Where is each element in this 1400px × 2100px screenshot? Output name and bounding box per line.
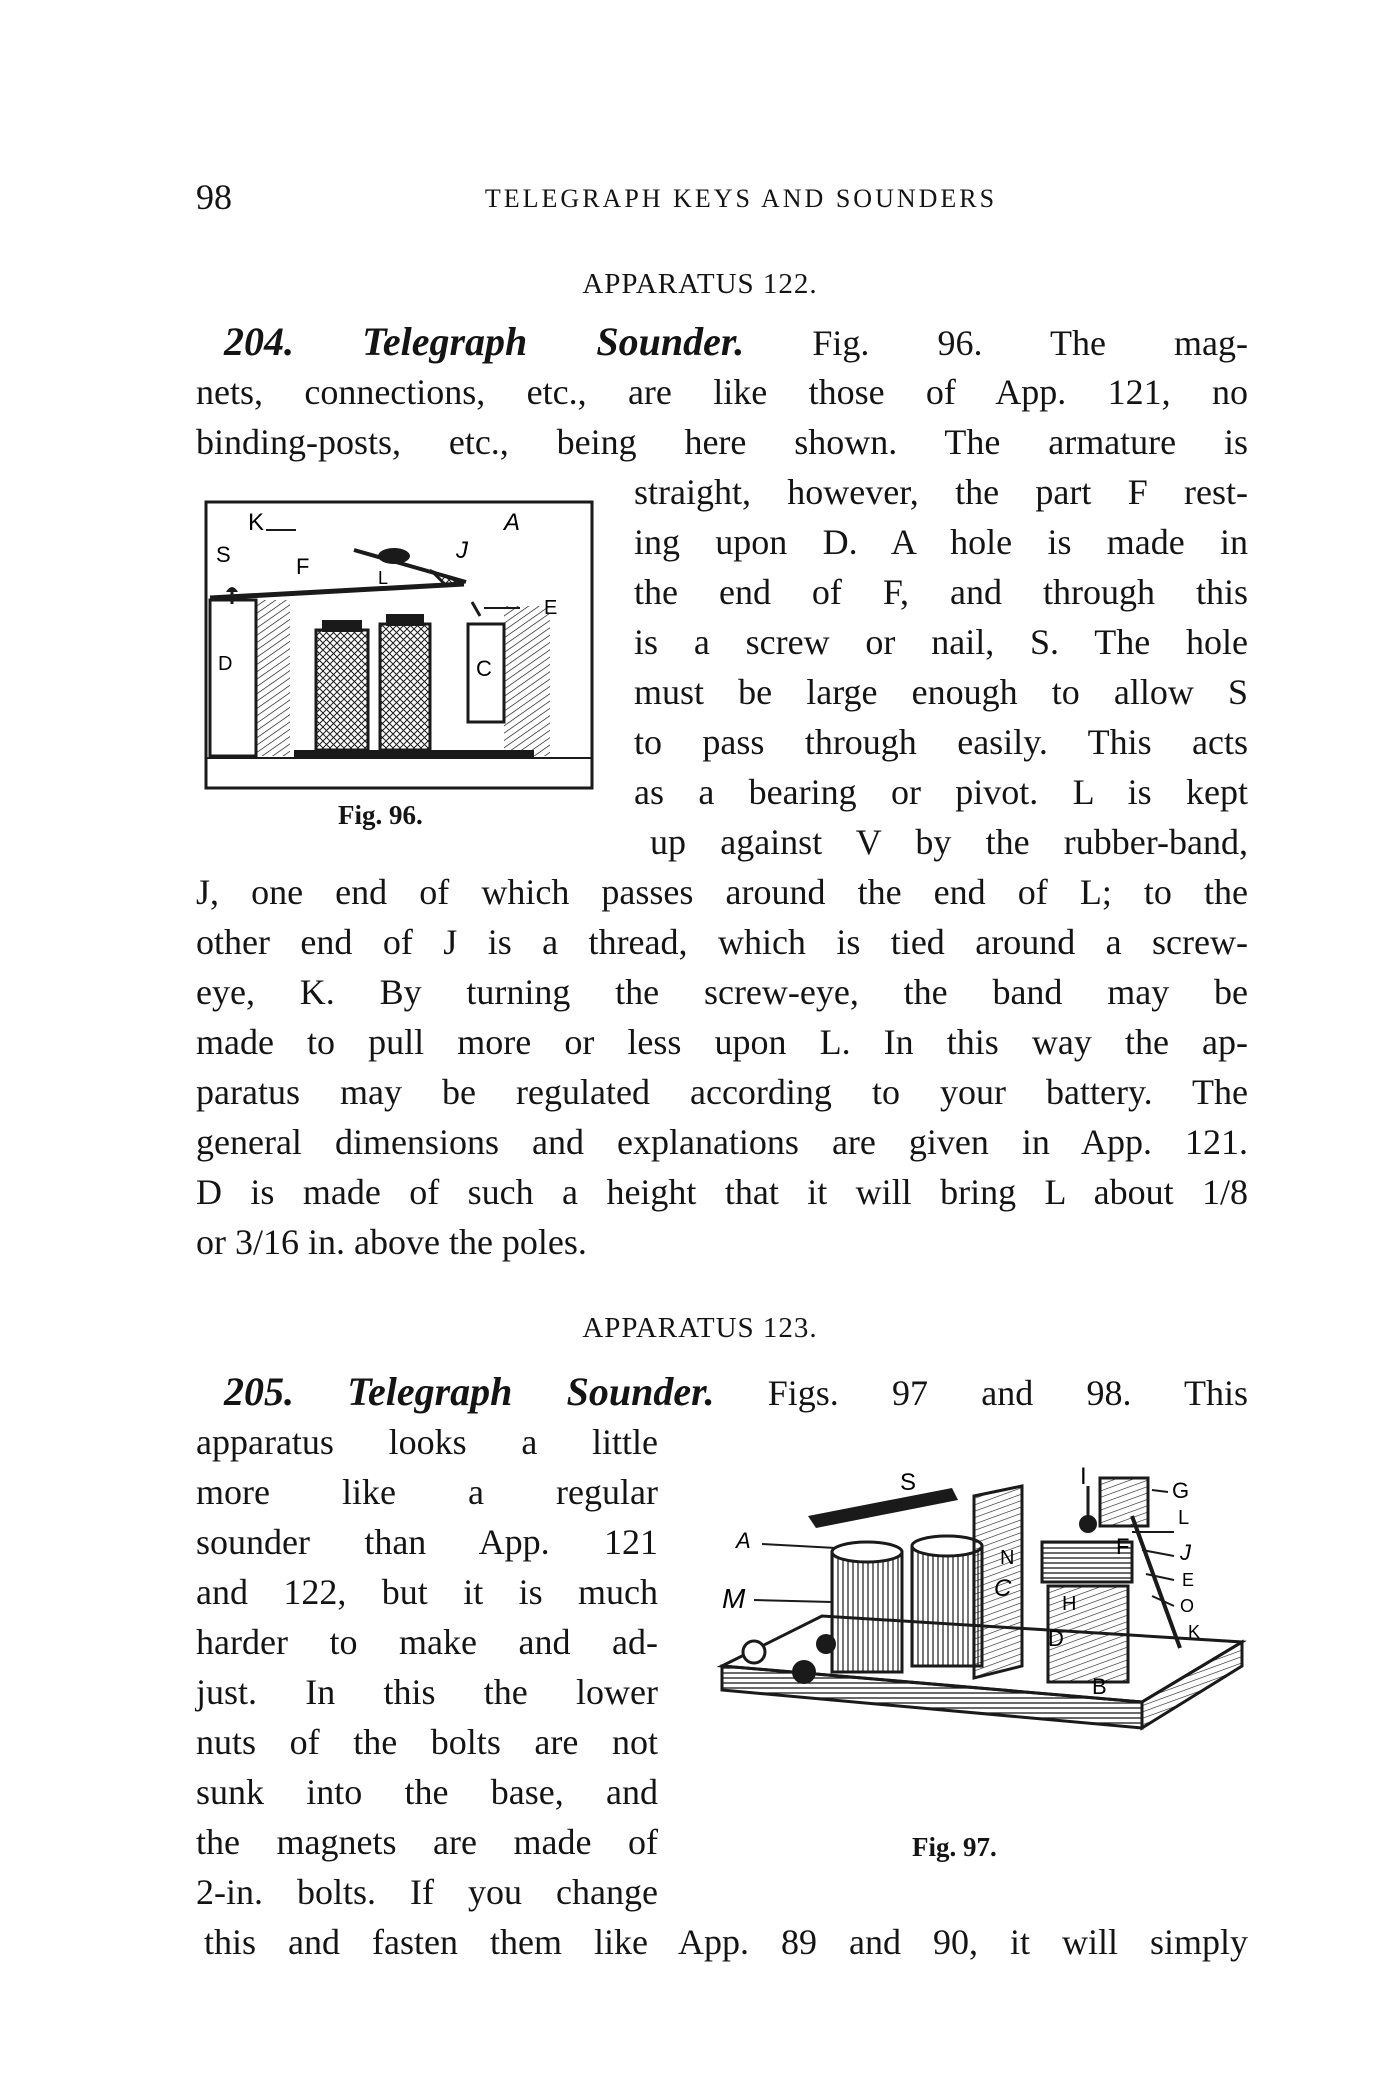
label-d: D (1048, 1626, 1064, 1651)
paragraph-number: 205. (224, 1369, 294, 1414)
text-line: to pass through easily. This acts (634, 722, 1248, 762)
text-line: as a bearing or pivot. L is kept (634, 772, 1248, 812)
text-line: 2-in. bolts. If you change (196, 1872, 658, 1912)
text-line: other end of J is a thread, which is tied around a screw- (196, 922, 1248, 962)
text-line: just. In this the lower (196, 1672, 658, 1712)
label-k: K (1188, 1622, 1201, 1642)
label-a: A (504, 509, 521, 536)
label-a: A (736, 1528, 751, 1553)
label-c: C (476, 656, 492, 681)
page-number: 98 (196, 177, 232, 217)
text-line: or 3/16 in. above the poles. (196, 1222, 587, 1262)
apparatus-122-heading: APPARATUS 122. (582, 268, 818, 300)
running-title: TELEGRAPH KEYS AND SOUNDERS (484, 184, 998, 213)
page-header (196, 176, 1246, 226)
text-line: and 122, but it is much (196, 1572, 658, 1612)
text-line: eye, K. By turning the screw-eye, the band may be (196, 972, 1248, 1012)
label-s: S (216, 542, 231, 567)
text-line: the end of F, and through this (634, 572, 1248, 612)
label-g: G (1172, 1478, 1190, 1503)
text-line: this and fasten them like App. 89 and 90, it will simply (204, 1922, 1248, 1962)
text-line: the magnets are made of (196, 1822, 658, 1862)
text-line: general dimensions and explanations are given in App. 121. (196, 1122, 1248, 1162)
label-k: K (248, 509, 265, 536)
text-line: D is made of such a height that it will bring L about 1/8 (196, 1172, 1248, 1212)
label-f: F (296, 554, 310, 579)
apparatus-123-heading: APPARATUS 123. (582, 1312, 818, 1344)
text-line: binding-posts, etc., being here shown. The armature is (196, 422, 1248, 462)
label-e: E (1182, 1570, 1195, 1590)
text-line: made to pull more or less upon L. In this way the ap- (196, 1022, 1248, 1062)
label-e: E (544, 597, 558, 619)
paragraph-204-line-1 (224, 319, 1249, 364)
paragraph-number: 204. (224, 319, 294, 364)
label-j: J (1180, 1540, 1191, 1565)
paragraph-205-line-1 (224, 1369, 1249, 1414)
text-line: must be large enough to allow S (634, 672, 1248, 712)
paragraph-title: Telegraph Sounder. (362, 319, 745, 364)
label-j: J (456, 537, 468, 564)
figure-96 (204, 496, 596, 796)
text-line: harder to make and ad- (196, 1622, 658, 1662)
text-line: nuts of the bolts are not (196, 1722, 658, 1762)
text-line: sounder than App. 121 (196, 1522, 658, 1562)
figure-97-caption: Fig. 97. (912, 1832, 997, 1862)
label-b: B (1092, 1674, 1107, 1699)
label-m: M (722, 1583, 746, 1614)
label-l: L (378, 568, 389, 588)
figure-97 (712, 1466, 1252, 1806)
text-line: apparatus looks a little (196, 1422, 658, 1462)
label-n: N (1000, 1547, 1015, 1569)
label-h: H (1062, 1593, 1077, 1615)
label-s: S (900, 1469, 917, 1496)
paragraph-title: Telegraph Sounder. (347, 1369, 715, 1414)
label-d: D (218, 653, 233, 675)
label-c: C (994, 1575, 1012, 1602)
label-f: F (1116, 1534, 1130, 1559)
text-line: up against V by the rubber-band, (650, 822, 1248, 862)
telegraph-sounder-drawing (204, 496, 596, 796)
text-line: is a screw or nail, S. The hole (634, 622, 1248, 662)
text-line: straight, however, the part F rest- (634, 472, 1248, 512)
figure-96-caption: Fig. 96. (338, 800, 423, 830)
text-line: nets, connections, etc., are like those of App. 121, no (196, 372, 1248, 412)
text-line: J, one end of which passes around the end of L; to the (196, 872, 1248, 912)
label-o: O (1180, 1596, 1195, 1616)
text-line: paratus may be regulated according to your battery. The (196, 1072, 1248, 1112)
text-line: sunk into the base, and (196, 1772, 658, 1812)
telegraph-sounder-3d-drawing (712, 1466, 1252, 1806)
paragraph-text: Figs. 97 and 98. This (767, 1373, 1249, 1413)
label-l: L (1178, 1507, 1190, 1529)
paragraph-text: Fig. 96. The mag- (812, 323, 1249, 363)
text-line: more like a regular (196, 1472, 658, 1512)
text-line: ing upon D. A hole is made in (634, 522, 1248, 562)
label-i: I (1080, 1466, 1087, 1490)
